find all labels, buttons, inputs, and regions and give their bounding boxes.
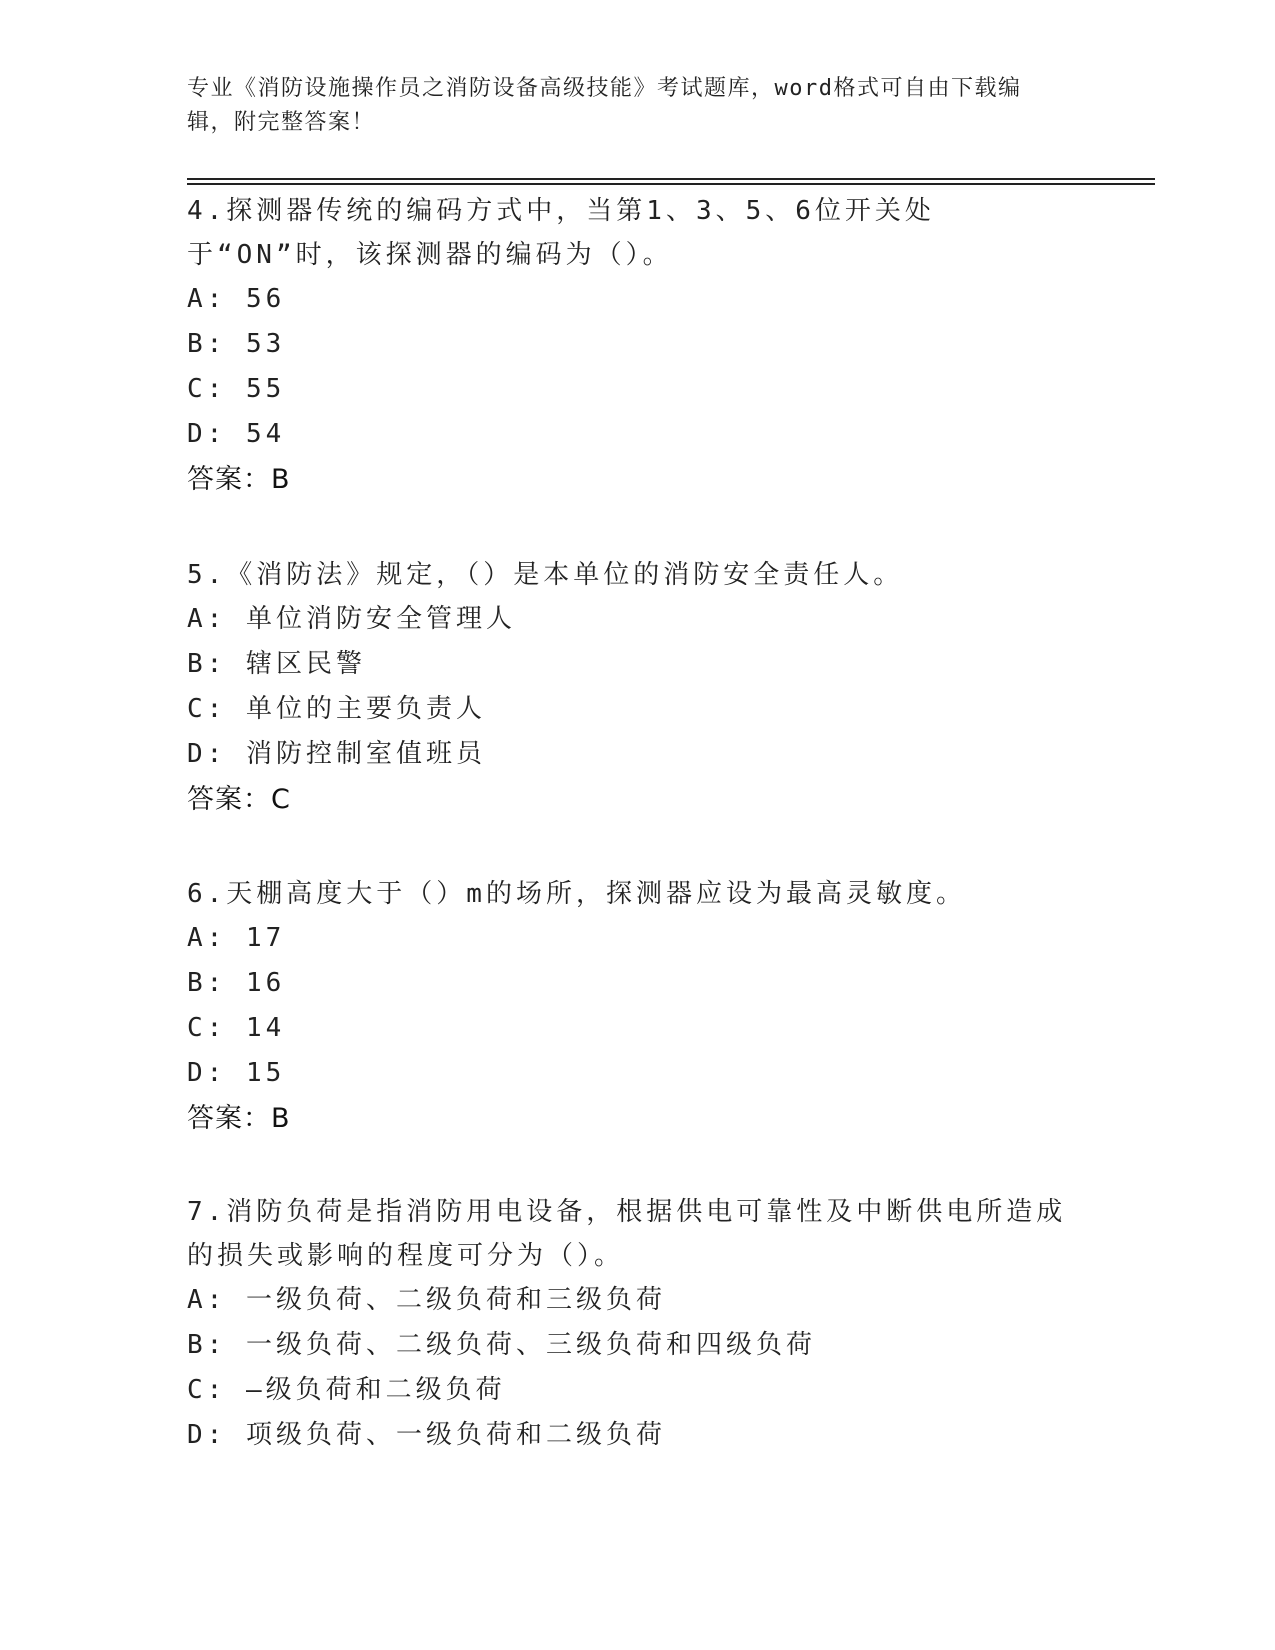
answer-line: 答案：B bbox=[187, 1103, 291, 1134]
option-b: B: 16 bbox=[187, 968, 286, 998]
option-d: D: 消防控制室值班员 bbox=[187, 739, 486, 769]
option-b: B: 53 bbox=[187, 329, 286, 359]
option-a: A: 一级负荷、二级负荷和三级负荷 bbox=[187, 1285, 666, 1315]
option-b: B: 辖区民警 bbox=[187, 649, 366, 679]
header-divider-top bbox=[187, 178, 1155, 180]
answer-line: 答案：C bbox=[187, 784, 291, 815]
question-7 bbox=[187, 1190, 1087, 1458]
option-d: D: 54 bbox=[187, 419, 286, 449]
option-b: B: 一级负荷、二级负荷、三级负荷和四级负荷 bbox=[187, 1330, 816, 1360]
option-d: D: 项级负荷、一级负荷和二级负荷 bbox=[187, 1420, 666, 1450]
document-header: 专业《消防设施操作员之消防设备高级技能》考试题库，word格式可自由下载编辑，附完整答案！ bbox=[187, 76, 1022, 135]
question-stem: 7.消防负荷是指消防用电设备，根据供电可靠性及中断供电所造成的损失或影响的程度可分为（）。 bbox=[187, 1197, 1067, 1271]
header-divider-bottom bbox=[187, 183, 1155, 185]
option-a: A: 56 bbox=[187, 284, 286, 314]
option-d: D: 15 bbox=[187, 1058, 286, 1088]
option-c: C: 14 bbox=[187, 1013, 286, 1043]
question-stem: 4.探测器传统的编码方式中，当第1、3、5、6位开关处于“ON”时，该探测器的编码为（）。 bbox=[187, 196, 935, 270]
question-4 bbox=[187, 189, 1087, 502]
question-stem: 5.《消防法》规定，（）是本单位的消防安全责任人。 bbox=[187, 560, 904, 590]
answer-line: 答案：B bbox=[187, 464, 291, 495]
option-c: C: 单位的主要负责人 bbox=[187, 694, 486, 724]
option-c: C: —级负荷和二级负荷 bbox=[187, 1375, 506, 1405]
question-6 bbox=[187, 872, 1087, 1141]
option-c: C: 55 bbox=[187, 374, 286, 404]
question-stem: 6.天棚高度大于（）m的场所，探测器应设为最高灵敏度。 bbox=[187, 879, 966, 909]
option-a: A: 17 bbox=[187, 923, 286, 953]
option-a: A: 单位消防安全管理人 bbox=[187, 604, 516, 634]
question-5 bbox=[187, 553, 1087, 822]
